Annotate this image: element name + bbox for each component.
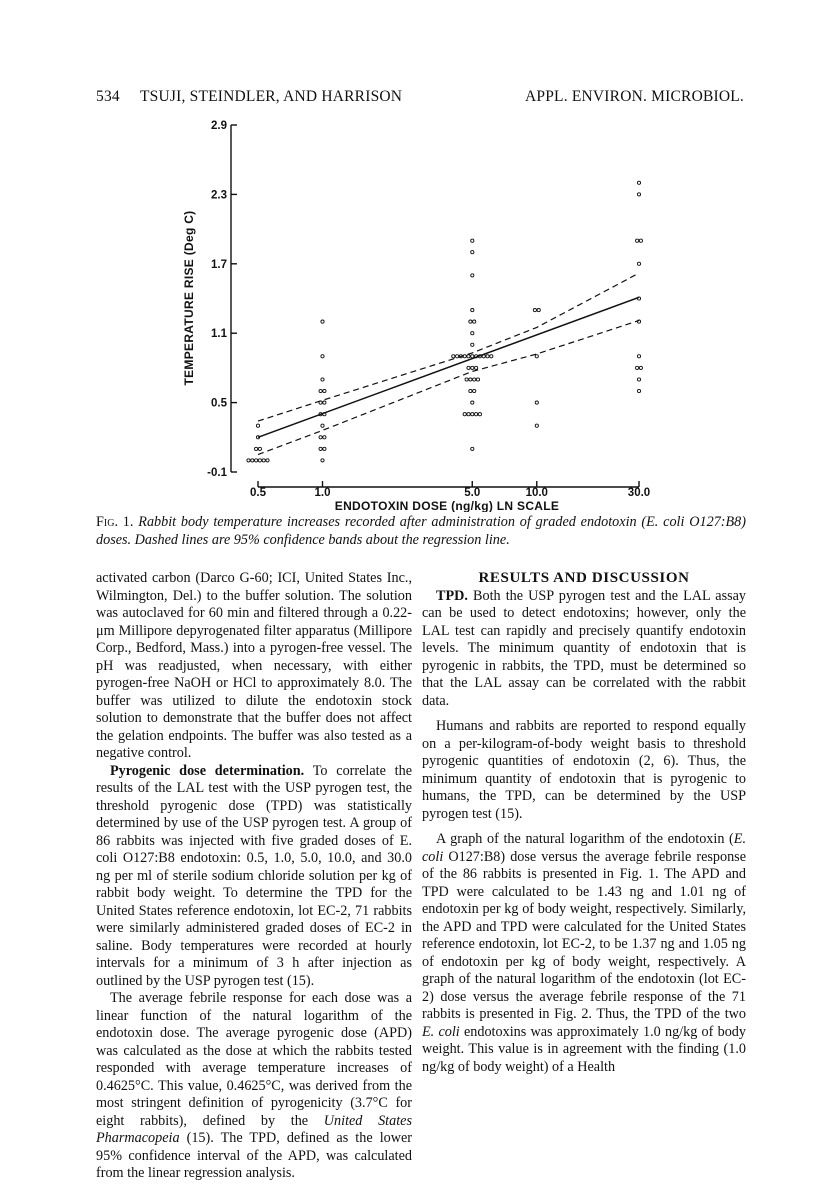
data-point: [323, 447, 326, 450]
data-point: [486, 355, 489, 358]
data-point: [469, 320, 472, 323]
data-point: [639, 239, 642, 242]
chart-axes: [207, 120, 650, 499]
data-point: [319, 447, 322, 450]
data-point: [256, 424, 259, 427]
journal-name: APPL. ENVIRON. MICROBIOL.: [525, 88, 744, 105]
data-point: [637, 355, 640, 358]
pyrogenic-text: To correlate the results of the LAL test with the USP pyrogen test, the threshold pyrogenic dose (TPD) was statistically determined by use of the USP pyrogen test. A group of 86 rabbits was injected with five graded doses of E. coli O127:B8 endotoxin: 0.5, 1.0, 5.0, 10.0, and 30.0 ng per ml of sterile sodium chloride solution per kg of rabbit body weight. To determine the TPD for the United States reference endotoxin, lot EC-2, 71 rabbits were similarly administered graded doses of EC-2 in saline. Body temperatures were recorded at hourly intervals for a minimum of 3 h after injection as outlined by the USP pyrogen test (15).: [96, 762, 412, 989]
data-point: [475, 413, 478, 416]
x-tick-label: 30.0: [627, 487, 651, 499]
data-point: [467, 413, 470, 416]
data-point: [456, 355, 459, 358]
graph-text-ecoli: E. coli: [422, 831, 746, 865]
y-tick-label: 1.1: [211, 328, 227, 341]
x-tick-label: 10.0: [525, 487, 548, 499]
data-point: [319, 436, 322, 439]
x-axis-title: ENDOTOXIN DOSE (ng/kg) LN SCALE: [334, 499, 560, 512]
data-point: [323, 401, 326, 404]
data-point: [467, 355, 470, 358]
runin-heading-pyrogenic: Pyrogenic dose determination.: [110, 762, 305, 779]
data-point: [323, 436, 326, 439]
data-point: [471, 366, 474, 369]
upper-confidence-band: [258, 273, 639, 421]
paragraph-pyrogenic-dose: [96, 763, 412, 991]
left-column: [96, 570, 412, 1183]
data-point: [471, 343, 474, 346]
y-tick-label: 2.9: [211, 120, 227, 132]
x-tick-label: 5.0: [464, 487, 481, 499]
data-point: [452, 355, 455, 358]
right-column: [422, 570, 746, 1076]
data-point: [636, 239, 639, 242]
data-point: [251, 459, 254, 462]
data-point: [266, 459, 269, 462]
data-point: [469, 389, 472, 392]
data-point: [533, 309, 536, 312]
data-point: [473, 378, 476, 381]
y-axis-title: TEMPERATURE RISE (Deg C): [182, 210, 196, 386]
paragraph-buffer: activated carbon (Darco G-60; ICI, United States Inc., Wilmington, Del.) to the buffer solution. The solution was autoclaved for 60 min and filtered through a 0.22-μm Millipore depyrogenated filter apparatus (Millipore Corp., Bedford, Mass.) into a pyrogen-free vessel. The pH was readjusted, when necessary, with either pyrogen-free NaOH or HCl to approximately 8.0. The buffer was utilized to dilute the endotoxin stock solution to demonstrate that the buffer does not affect the gelation endpoints. The buffer was also tested as a negative control.: [96, 570, 412, 761]
data-point: [321, 378, 324, 381]
data-point: [636, 366, 639, 369]
data-point: [637, 320, 640, 323]
data-point: [535, 424, 538, 427]
data-point: [637, 181, 640, 184]
data-point: [476, 378, 479, 381]
data-point: [490, 355, 493, 358]
runin-heading-tpd: TPD.: [436, 587, 468, 604]
axis-labels: [182, 211, 559, 512]
data-point: [471, 239, 474, 242]
data-point: [475, 366, 478, 369]
data-point: [321, 424, 324, 427]
running-authors: TSUJI, STEINDLER, AND HARRISON: [140, 88, 403, 105]
data-point: [255, 459, 258, 462]
paragraph-febrile-response: [96, 990, 412, 1183]
caption-label: Fig. 1.: [96, 514, 134, 530]
data-point: [323, 389, 326, 392]
tpd-text: Both the USP pyrogen test and the LAL assay can be used to detect endotoxins; however, only the LAL test can rapidly and precisely quantify endotoxin levels. The minimum quantity of endotoxin that is pyrogenic in rabbits, the TPD, must be determined so that the LAL assay can be correlated with the rabbit data.: [422, 587, 746, 709]
graph-text-ecoli-2: E. coli: [422, 1023, 460, 1040]
figure-1-scatter-chart: [0, 0, 816, 512]
data-point: [637, 193, 640, 196]
data-point: [637, 378, 640, 381]
x-tick-label: 1.0: [314, 487, 331, 499]
regression-line: [258, 297, 639, 437]
data-point: [319, 389, 322, 392]
graph-text-a: A graph of the natural logarithm of the endotoxin (: [436, 831, 734, 847]
y-tick-label: 0.5: [211, 397, 227, 410]
data-point: [463, 413, 466, 416]
data-point: [469, 378, 472, 381]
lower-confidence-band: [258, 321, 639, 455]
data-point: [255, 447, 258, 450]
data-point: [258, 459, 261, 462]
data-point: [478, 413, 481, 416]
section-heading-results: RESULTS AND DISCUSSION: [478, 570, 690, 586]
data-point: [471, 251, 474, 254]
figure-caption: [96, 513, 746, 549]
data-point: [535, 355, 538, 358]
y-tick-label: 2.3: [211, 189, 227, 202]
data-point: [537, 309, 540, 312]
data-point: [471, 332, 474, 335]
paragraph-graph: [422, 831, 746, 1076]
paragraph-tpd: [422, 588, 746, 711]
data-point: [471, 401, 474, 404]
data-point: [465, 378, 468, 381]
data-point: [471, 447, 474, 450]
data-point: [258, 447, 261, 450]
data-point: [321, 355, 324, 358]
febrile-text-a: The average febrile response for each dose was a linear function of the natural logarithm of the endotoxin dose. The average pyrogenic dose (APD) was calculated as the dose at which the rabbits tested responded with average temperature increases of 0.4625°C. This value, 0.4625°C, was derived from the most stringent definition of pyrogenicity (3.7°C for eight rabbits), defined by the: [96, 990, 412, 1129]
caption-text: Rabbit body temperature increases recorded after administration of graded endotoxin (E. coli O127:B8) doses. Dashed lines are 95% confidence bands about the regression line.: [96, 514, 746, 548]
confidence-bands: [258, 273, 639, 455]
y-tick-label: -0.1: [207, 467, 227, 479]
page-number: 534: [96, 88, 120, 105]
data-point: [471, 413, 474, 416]
data-point: [262, 459, 265, 462]
y-tick-label: 1.7: [211, 258, 227, 271]
data-point: [473, 320, 476, 323]
febrile-text-b: (15). The TPD, defined as the lower 95% confidence interval of the APD, was calculated from the linear regression analysis.: [96, 1130, 412, 1181]
data-point: [321, 320, 324, 323]
graph-text-b: O127:B8) dose versus the average febrile response of the 86 rabbits is presented in Fig. 1. The APD and TPD were calculated to be 1.43 ng and 1.01 ng of endotoxin per kg of body weight, respectively. Similarly, the APD and TPD were calculated for the United States reference endotoxin, lot EC-2, to be 1.37 ng and 1.05 ng of endotoxin per kg of body weight, respectively. A graph of the natural logarithm of the endotoxin (lot EC-2) dose versus the average febrile response of the 71 rabbits is presented in Fig. 2. Thus, the TPD of the two: [422, 848, 746, 1022]
data-point: [471, 355, 474, 358]
data-point: [321, 459, 324, 462]
data-point: [535, 401, 538, 404]
febrile-text-usp: United States Pharmacopeia: [96, 1112, 412, 1146]
data-point: [637, 262, 640, 265]
data-point: [639, 366, 642, 369]
paragraph-humans-rabbits: Humans and rabbits are reported to respond equally on a per-kilogram-of-body weight basis to threshold pyrogenic quantities of endotoxin (2, 6). Thus, the minimum quantity of endotoxin that is pyrogenic to humans, the TPD, can be determined by the USP pyrogen test (15).: [422, 718, 746, 822]
data-point: [467, 366, 470, 369]
data-point: [471, 309, 474, 312]
data-point: [471, 274, 474, 277]
data-point: [473, 389, 476, 392]
regression-line-group: [258, 297, 639, 437]
graph-text-c: endotoxins was approximately 1.0 ng/kg of body weight. This value is in agreement with the finding (1.0 ng/kg of body weight) of a Health: [422, 1023, 746, 1075]
data-point: [463, 355, 466, 358]
data-point: [247, 459, 250, 462]
data-point: [637, 389, 640, 392]
x-tick-label: 0.5: [250, 487, 266, 499]
